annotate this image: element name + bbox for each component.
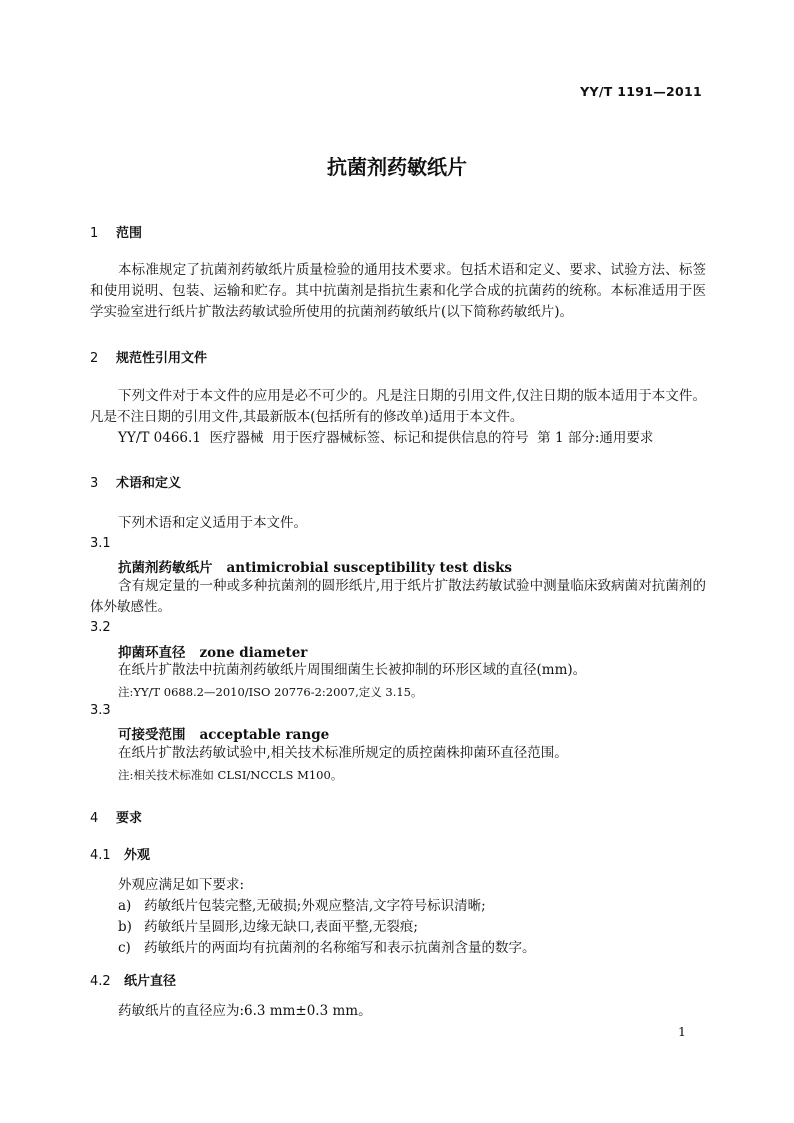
- term-english: zone diameter: [199, 645, 308, 661]
- terms-intro: 下列术语和定义适用于本文件。: [118, 515, 307, 531]
- term-chinese: 抗菌剂药敏纸片: [118, 560, 213, 576]
- section-4-1-heading: [90, 844, 150, 863]
- list-text: 药敏纸片呈圆形,边缘无缺口,表面平整,无裂痕;: [144, 919, 418, 935]
- term-definition: 在纸片扩散法中抗菌剂药敏纸片周围细菌生长被抑制的环形区域的直径(mm)。: [118, 662, 587, 678]
- section-2-heading: [90, 347, 207, 366]
- section-3-heading: [90, 472, 181, 491]
- term-chinese: 可接受范围: [118, 727, 186, 743]
- appearance-intro: 外观应满足如下要求:: [118, 877, 245, 893]
- term-heading: [118, 556, 512, 576]
- document-title: 抗菌剂药敏纸片: [327, 155, 467, 179]
- list-item: [118, 896, 486, 917]
- section-number: 3: [90, 476, 99, 491]
- list-text: 药敏纸片包装完整,无破损;外观应整洁,文字符号标识清晰;: [144, 898, 486, 914]
- section-title: 规范性引用文件: [116, 351, 208, 366]
- term-heading: [118, 723, 329, 743]
- diameter-requirement: 药敏纸片的直径应为:6.3 mm±0.3 mm。: [118, 1003, 372, 1019]
- reference-item: YY/T 0466.1 医疗器械 用于医疗器械标签、标记和提供信息的符号 第 1 部分:通用要求: [118, 430, 654, 446]
- term-note: 注:YY/T 0688.2—2010/ISO 20776-2:2007,定义 3.15。: [118, 685, 423, 699]
- term-chinese: 抑菌环直径: [118, 645, 186, 661]
- list-item: [118, 917, 418, 938]
- term-heading: [118, 641, 307, 661]
- section-number: 2: [90, 351, 99, 366]
- section-number: 4.2: [90, 974, 111, 989]
- section-title: 外观: [124, 848, 151, 863]
- normative-references-paragraph: 下列文件对于本文件的应用是必不可少的。凡是注日期的引用文件,仅注日期的版本适用于本文件。凡是不注日期的引用文件,其最新版本(包括所有的修改单)适用于本文件。: [90, 388, 706, 425]
- section-title: 范围: [116, 226, 143, 241]
- section-1-heading: [90, 222, 142, 241]
- list-marker: b): [118, 919, 132, 935]
- section-number: 1: [90, 226, 99, 241]
- term-number: 3.2: [90, 620, 111, 635]
- section-title: 术语和定义: [116, 476, 182, 491]
- section-4-heading: [90, 807, 142, 826]
- term-note: 注:相关技术标准如 CLSI/NCCLS M100。: [118, 768, 343, 782]
- list-marker: a): [118, 898, 132, 914]
- term-definition: 含有规定量的一种或多种抗菌剂的圆形纸片,用于纸片扩散法药敏试验中测量临床致病菌对抗菌剂的体外敏感性。: [90, 578, 706, 615]
- term-number: 3.3: [90, 703, 111, 718]
- term-number: 3.1: [90, 536, 111, 551]
- scope-paragraph: 本标准规定了抗菌剂药敏纸片质量检验的通用技术要求。包括术语和定义、要求、试验方法、标签和使用说明、包装、运输和贮存。其中抗菌剂是指抗生素和化学合成的抗菌药的统称。本标准适用于医学实验室进行纸片扩散法药敏试验所使用的抗菌剂药敏纸片(以下简称药敏纸片)。: [90, 262, 706, 320]
- section-4-2-heading: [90, 970, 176, 989]
- term-definition: 在纸片扩散法药敏试验中,相关技术标准所规定的质控菌株抑菌环直径范围。: [118, 745, 568, 761]
- section-title: 纸片直径: [124, 974, 177, 989]
- term-english: antimicrobial susceptibility test disks: [226, 560, 513, 576]
- section-number: 4: [90, 811, 99, 826]
- list-item: [118, 938, 536, 959]
- list-marker: c): [118, 940, 131, 956]
- term-english: acceptable range: [199, 727, 330, 743]
- section-title: 要求: [116, 811, 143, 826]
- list-text: 药敏纸片的两面均有抗菌剂的名称缩写和表示抗菌剂含量的数字。: [144, 940, 536, 956]
- standard-code: YY/T 1191—2011: [580, 84, 702, 99]
- page-number: 1: [678, 1024, 686, 1039]
- section-number: 4.1: [90, 848, 111, 863]
